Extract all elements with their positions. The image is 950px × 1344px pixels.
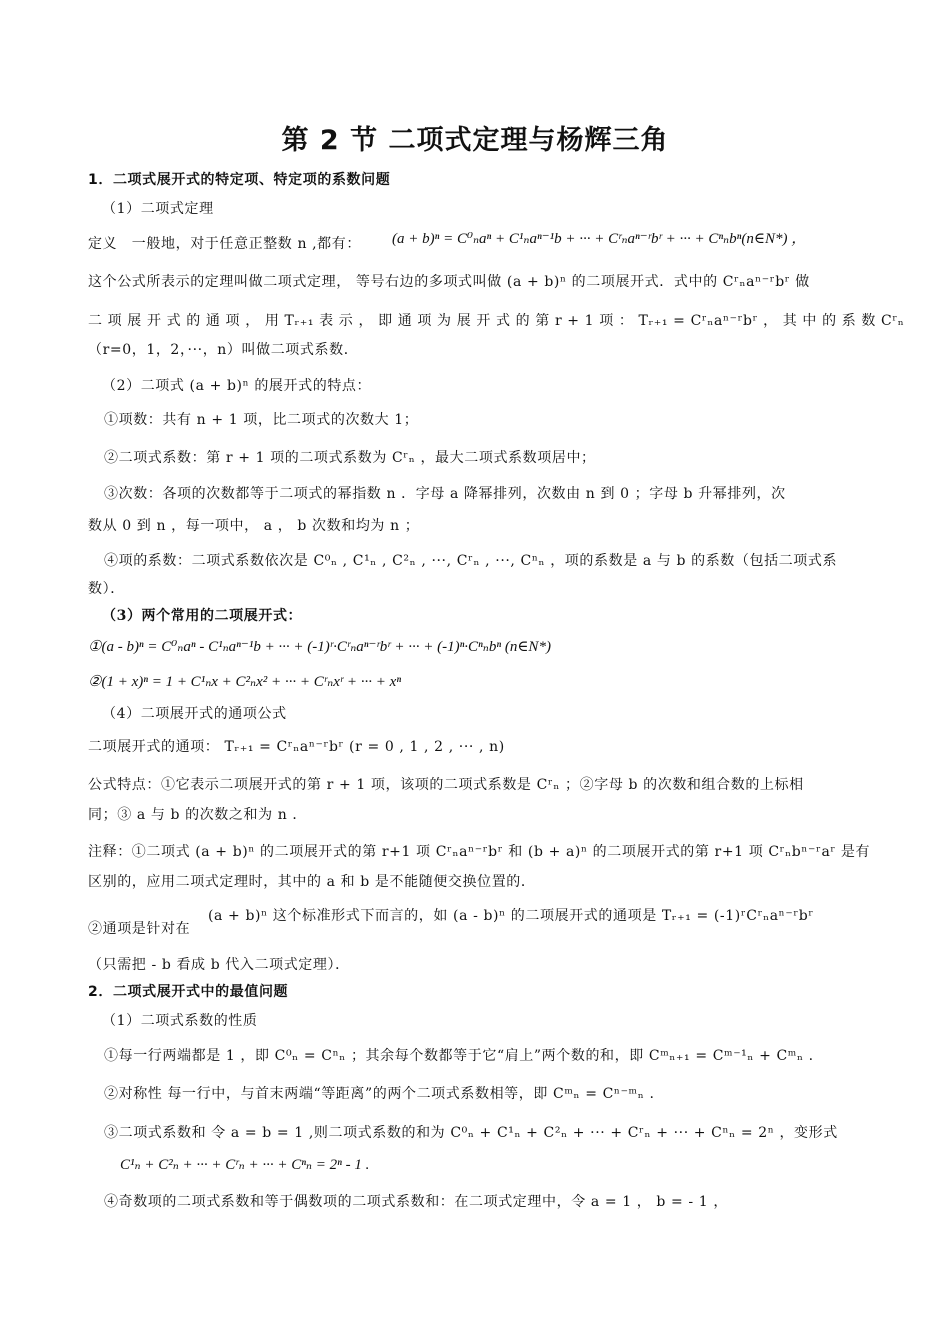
paragraph-line: 定义 一般地，对于任意正整数 n ,都有：: [88, 236, 361, 252]
subsection-heading: （2）二项式 (a + b)ⁿ 的展开式的特点：: [102, 378, 372, 394]
list-item: ④项的系数：二项式系数依次是 C⁰ₙ , C¹ₙ , C²ₙ , ···, Cʳₙ , ···, Cⁿₙ ，项的系数是 a 与 b 的系数（包括二项式系: [104, 553, 838, 569]
subsection-heading: （1）二项式系数的性质: [102, 1013, 258, 1029]
paragraph-line: （只需把 - b 看成 b 代入二项式定理）．: [88, 957, 350, 973]
list-item: ②二项式系数：第 r + 1 项的二项式系数为 Cʳₙ ，最大二项式系数项居中；: [104, 450, 596, 466]
paragraph-line: (a + b)ⁿ 这个标准形式下而言的，如 (a - b)ⁿ 的二项展开式的通项是 Tᵣ₊₁ = (-1)ʳCʳₙaⁿ⁻ʳbʳ: [208, 908, 814, 924]
formula-line: 二项展开式的通项： Tᵣ₊₁ = Cʳₙaⁿ⁻ʳbʳ (r = 0 , 1 , 2 , ··· , n): [88, 739, 505, 755]
list-item: ①每一行两端都是 1 ，即 C⁰ₙ = Cⁿₙ ；其余每个数都等于它“肩上”两个数的和，即 Cᵐₙ₊₁ = Cᵐ⁻¹ₙ + Cᵐₙ .: [104, 1048, 814, 1064]
paragraph-line: 注释：①二项式 (a + b)ⁿ 的二项展开式的第 r+1 项 Cʳₙaⁿ⁻ʳbʳ 和 (b + a)ⁿ 的二项展开式的第 r+1 项 Cʳₙbⁿ⁻ʳaʳ 是有: [88, 844, 871, 860]
list-item: ③二项式系数和 令 a = b = 1 ,则二项式系数的和为 C⁰ₙ + C¹ₙ + C²ₙ + ··· + Cʳₙ + ··· + Cⁿₙ = 2ⁿ ，变形式: [104, 1125, 838, 1141]
paragraph-line: ②通项是针对在: [88, 921, 191, 937]
list-item: ④奇数项的二项式系数和等于偶数项的二项式系数和：在二项式定理中，令 a = 1 ， b = - 1 ，: [104, 1194, 728, 1210]
paragraph-line: 区别的，应用二项式定理时，其中的 a 和 b 是不能随便交换位置的．: [88, 874, 536, 890]
paragraph-line: 公式特点：①它表示二项展开式的第 r + 1 项，该项的二项式系数是 Cʳₙ ；②字母 b 的次数和组合数的上标相: [88, 777, 804, 793]
list-item: ③次数：各项的次数都等于二项式的幂指数 n ．字母 a 降幂排列，次数由 n 到 0 ；字母 b 升幂排列，次: [104, 486, 786, 502]
list-item: ②对称性 每一行中，与首末两端“等距离”的两个二项式系数相等，即 Cᵐₙ = Cⁿ⁻ᵐₙ .: [104, 1086, 655, 1102]
subsection-heading-bold: （3）两个常用的二项展开式：: [102, 608, 303, 624]
subsection-heading: （4）二项展开式的通项公式: [102, 706, 287, 722]
list-item-continued: 数从 0 到 n ，每一项中， a ， b 次数和均为 n ；: [88, 518, 420, 534]
list-item: ①项数：共有 n + 1 项，比二项式的次数大 1；: [104, 412, 419, 428]
paragraph-line: 同；③ a 与 b 的次数之和为 n ．: [88, 807, 308, 823]
list-item-continued: 数）．: [88, 581, 125, 597]
paragraph-line: 二 项 展 开 式 的 通 项 ， 用 Tᵣ₊₁ 表 示 ， 即 通 项 为 展 开 式 的 第 r + 1 项 ： Tᵣ₊₁ = Cʳₙaⁿ⁻ʳbʳ ， 其 中 的 系 数 Cʳₙ: [88, 313, 905, 329]
subsection-heading: （1）二项式定理: [102, 201, 214, 217]
formula-line: ①(a - b)ⁿ = C⁰ₙaⁿ - C¹ₙaⁿ⁻¹b + ··· + (-1)ʳ·Cʳₙaⁿ⁻ʳbʳ + ··· + (-1)ⁿ·Cⁿₙbⁿ (n∈N*): [88, 639, 551, 655]
page-title: 第 2 节 二项式定理与杨辉三角: [281, 125, 669, 156]
paragraph-line: 这个公式所表示的定理叫做二项式定理， 等号右边的多项式叫做 (a + b)ⁿ 的二项展开式．式中的 Cʳₙaⁿ⁻ʳbʳ 做: [88, 274, 810, 290]
formula-line: C¹ₙ + C²ₙ + ··· + Cʳₙ + ··· + Cⁿₙ = 2ⁿ - 1 .: [120, 1157, 370, 1173]
section-heading-2: 2．二项式展开式中的最值问题: [88, 984, 289, 1000]
binomial-theorem-formula: (a + b)ⁿ = C⁰ₙaⁿ + C¹ₙaⁿ⁻¹b + ··· + Cʳₙaⁿ⁻ʳbʳ + ··· + Cⁿₙbⁿ(n∈N*) ，: [392, 231, 807, 247]
section-heading-1: 1．二项式展开式的特定项、特定项的系数问题: [88, 172, 391, 188]
paragraph-line: （r=0，1，2，···，n）叫做二项式系数．: [88, 342, 359, 358]
formula-line: ②(1 + x)ⁿ = 1 + C¹ₙx + C²ₙx² + ··· + Cʳₙxʳ + ··· + xⁿ: [88, 674, 402, 690]
